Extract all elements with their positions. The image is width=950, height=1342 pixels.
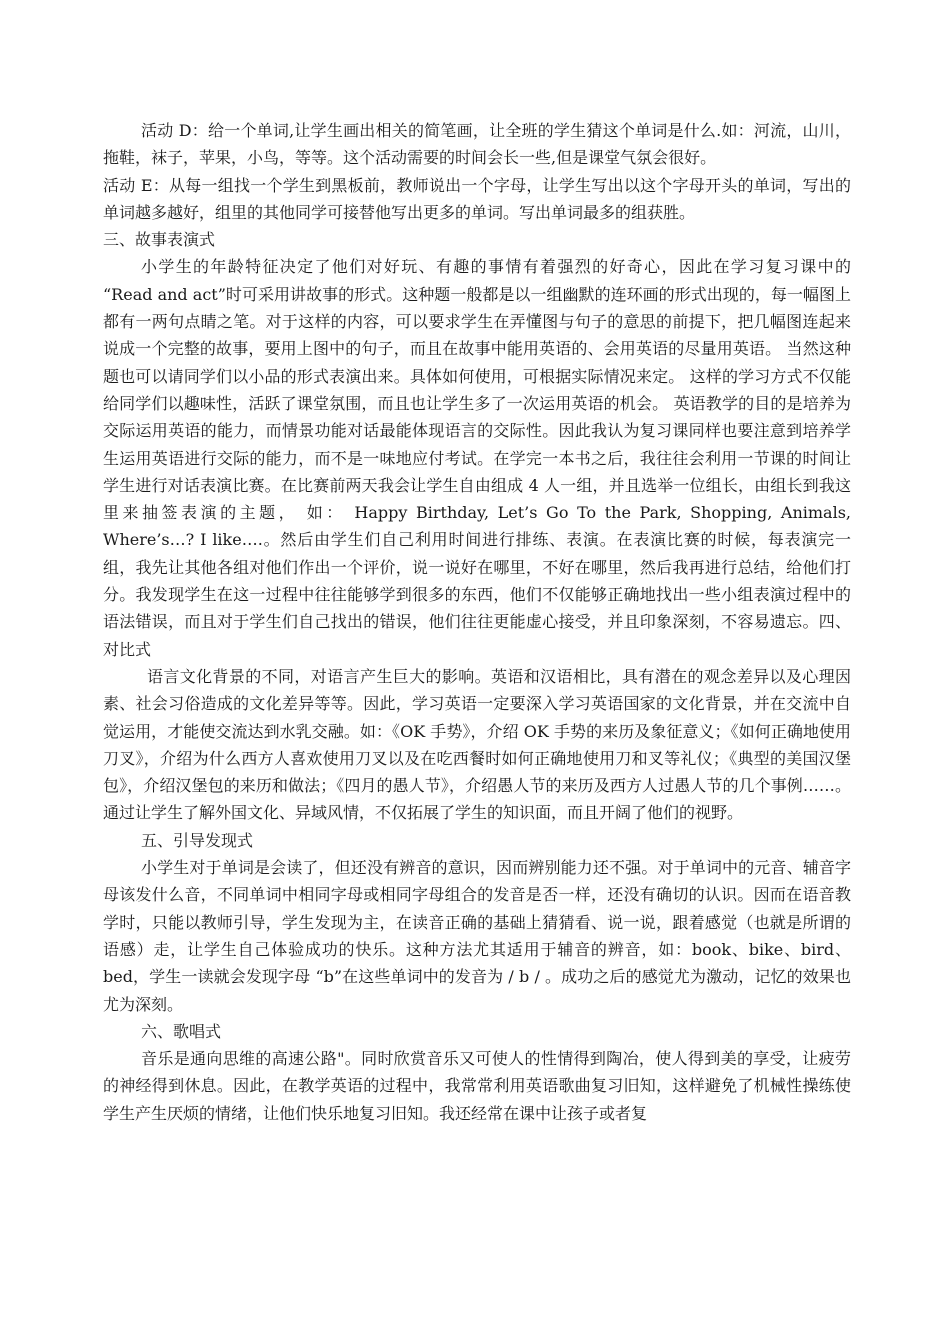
paragraph-singing: 音乐是通向思维的高速公路"。同时欣赏音乐又可使人的性情得到陶冶，使人得到美的享受，让疲劳的神经得到休息。因此，在教学英语的过程中，我常常利用英语歌曲复习旧知，这样避免了机械性操练使学生产生厌烦的情绪，让他们快乐地复习旧知。我还经常在课中让孩子或者复 (103, 1049, 851, 1123)
paragraph-comparison: 语言文化背景的不同，对语言产生巨大的影响。英语和汉语相比，具有潜在的观念差异以及心理因素、社会习俗造成的文化差异等等。因此，学习英语一定要深入学习英语国家的文化背景，并在交流中自觉运用，才能使交流达到水乳交融。如：《OK 手势》，介绍 OK 手势的来历及象征意义；《如何正确地使用刀叉》，介绍为什么西方人喜欢使用刀叉以及在吃西餐时如何正确地使用刀和叉等礼仪；《典型的美国汉堡包》，介绍汉堡包的来历和做法；《四月的愚人节》，介绍愚人节的来历及西方人过愚人节的几个事例……。通过让学生了解外国文化、异域风情，不仅拓展了学生的知识面，而且开阔了他们的视野。 (103, 666, 851, 823)
paragraph-activity-d: 活动 D：给一个单词,让学生画出相关的简笔画，让全班的学生猜这个单词是什么.如：河流，山川，拖鞋，袜子，苹果，小鸟，等等。这个活动需要的时间会长一些,但是课堂气氛会很好。 (103, 121, 851, 168)
document-page (103, 117, 851, 1127)
paragraph-activity-e: 活动 E：从每一组找一个学生到黑板前，教师说出一个字母，让学生写出以这个字母开头的单词，写出的单词越多越好，组里的其他同学可接替他写出更多的单词。写出单词最多的组获胜。 (103, 175, 851, 222)
section-heading-singing: 六、歌唱式 (141, 1021, 222, 1041)
paragraph-story-performance: 小学生的年龄特征决定了他们对好玩、有趣的事情有着强烈的好奇心，因此在学习复习课中的 “Read and act”时可采用讲故事的形式。这种题一般都是以一组幽默的连环画的形式出现的，每一幅图上都有一两句点睛之笔。对于这样的内容，可以要求学生在弄懂图与句子的意思的前提下，把几幅图连起来说成一个完整的故事，要用上图中的句子，而且在故事中能用英语的、会用英语的尽量用英语。 当然这种题也可以请同学们以小品的形式表演出来。具体如何使用，可根据实际情况来定。 这样的学习方式不仅能给同学们以趣味性，活跃了课堂氛围，而且也让学生多了一次运用英语的机会。 英语教学的目的是培养为交际运用英语的能力，而情景功能对话最能体现语言的交际性。因此我认为复习课同样也要注意到培养学生运用英语进行交际的能力，而不是一味地应付考试。在学完一本书之后，我往往会利用一节课的时间让学生进行对话表演比赛。在比赛前两天我会让学生自由组成 4 人一组，并且选举一位组长，由组长到我这里来抽签表演的主题， 如： Happy Birthday, Let’s Go To the Park, Shopping, Animals, Where’s…? I like….。然后由学生们自己利用时间进行排练、表演。在表演比赛的时候，每表演完一组，我先让其他各组对他们作出一个评价，说一说好在哪里，不好在哪里，然后我再进行总结，给他们打分。我发现学生在这一过程中往往能够学到很多的东西，他们不仅能够正确地找出一些小组表演过程中的语法错误，而且对于学生们自己找出的错误，他们往往更能虚心接受，并且印象深刻，不容易遗忘。四、对比式 (103, 257, 851, 659)
section-heading-guided-discovery: 五、引导发现式 (141, 830, 254, 850)
section-heading-story-performance: 三、故事表演式 (103, 230, 216, 250)
paragraph-guided-discovery: 小学生对于单词是会读了，但还没有辨音的意识，因而辨别能力还不强。对于单词中的元音、辅音字母该发什么音，不同单词中相同字母或相同字母组合的发音是否一样，还没有确切的认识。因而在语音教学时，只能以教师引导，学生发现为主，在读音正确的基础上猜猜看、说一说，跟着感觉（也就是所谓的语感）走，让学生自己体验成功的快乐。这种方法尤其适用于辅音的辨音，如：book、bike、bird、bed，学生一读就会发现字母 “b”在这些单词中的发音为 / b / 。成功之后的感觉尤为激动，记忆的效果也尤为深刻。 (103, 858, 851, 1014)
